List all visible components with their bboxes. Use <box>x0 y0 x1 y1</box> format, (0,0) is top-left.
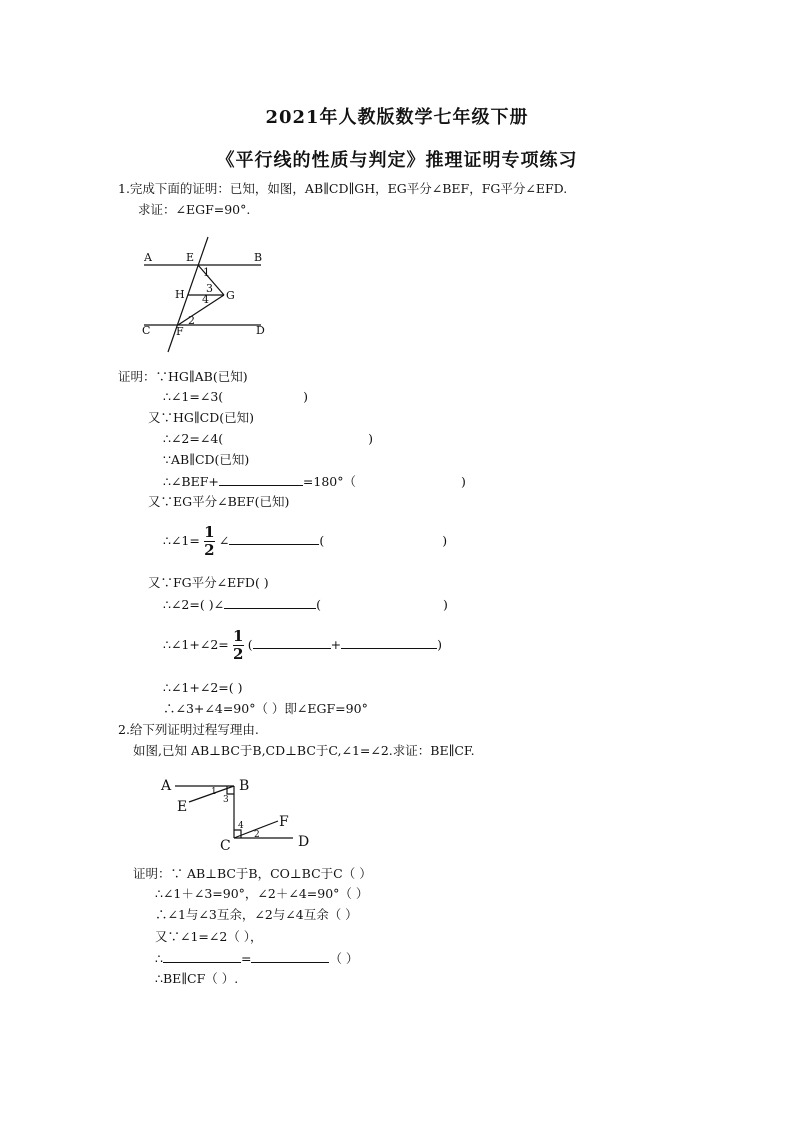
q1-proof-line-9: 又∵FG平分∠EFD( ) <box>148 575 269 590</box>
blank-field[interactable] <box>229 532 319 545</box>
blank-field[interactable] <box>341 636 437 649</box>
blank-field[interactable] <box>224 596 316 609</box>
label-e: E <box>186 251 195 264</box>
q2-prompt: 2.给下列证明过程写理由. <box>118 722 259 737</box>
blank-field[interactable] <box>251 950 329 963</box>
blank-field[interactable] <box>163 950 241 963</box>
q1-proof-line-3: 又∵HG∥CD(已知) <box>148 410 254 425</box>
q1-prompt: 1.完成下面的证明：已知，如图，AB∥CD∥GH，EG平分∠BEF，FG平分∠EFD. <box>118 181 568 196</box>
q1-proof-line-1: 证明：∵HG∥AB(已知) <box>118 369 248 384</box>
label-4: 4 <box>202 293 209 306</box>
q1-proof-line-13: ∴∠3+∠4=90°（ ）即∠EGF=90° <box>163 701 368 716</box>
label-2: 2 <box>188 314 195 327</box>
q1-proof-line-6: ∴∠BEF+ =180°（ ) <box>163 474 466 489</box>
q2-figure <box>155 774 325 854</box>
q1-goal: 求证：∠EGF=90°. <box>138 202 251 217</box>
label-2: 2 <box>254 830 260 840</box>
q2-proof-line-1: 证明：∵ AB⊥BC于B，CO⊥BC于C（ ） <box>133 866 372 881</box>
label-c: C <box>220 838 231 854</box>
label-a: A <box>161 778 172 794</box>
label-g: G <box>226 289 235 302</box>
q1-figure <box>136 232 276 357</box>
label-e: E <box>177 799 188 815</box>
label-h: H <box>175 288 185 301</box>
label-b: B <box>254 251 263 264</box>
blank-field[interactable] <box>219 473 303 486</box>
q1-proof-line-7: 又∵EG平分∠BEF(已知) <box>148 494 290 509</box>
q2-given: 如图,已知 AB⊥BC于B,CD⊥BC于C,∠1=∠2.求证：BE∥CF. <box>133 743 475 758</box>
label-d: D <box>256 324 265 337</box>
q2-proof-line-6: ∴BE∥CF（ ）. <box>155 971 239 986</box>
label-b: B <box>239 778 250 794</box>
q2-proof-line-3: ∴∠1与∠3互余，∠2与∠4互余（ ） <box>155 907 358 922</box>
q1-proof-line-8: ∴∠1= $\frac{1}{2}$ ∠ ( ) <box>163 523 448 559</box>
label-d: D <box>298 834 310 850</box>
label-4: 4 <box>238 821 244 831</box>
label-f: F <box>279 814 289 830</box>
segment-fg <box>178 295 224 325</box>
label-f: F <box>176 325 184 338</box>
q1-proof-line-5: ∵AB∥CD(已知) <box>163 452 250 467</box>
label-1: 1 <box>211 787 217 797</box>
q1-proof-line-11: ∴∠1+∠2= $\frac{1}{2}$ ( + ) <box>163 627 443 663</box>
q1-proof-line-12: ∴∠1+∠2=( ) <box>163 680 243 695</box>
fraction-half: $\frac{1}{2}$ <box>233 627 244 663</box>
label-c: C <box>142 324 151 337</box>
label-1: 1 <box>203 266 210 279</box>
q2-proof-line-4: 又∵∠1=∠2（ ）， <box>155 929 263 944</box>
blank-field[interactable] <box>253 636 331 649</box>
label-3: 3 <box>206 282 213 295</box>
page-subtitle: 《平行线的性质与判定》推理证明专项练习 <box>216 150 578 171</box>
page-title: 2021年人教版数学七年级下册 <box>265 107 529 128</box>
fraction-half: $\frac{1}{2}$ <box>204 523 215 559</box>
q2-proof-line-2: ∴∠1＋∠3=90°，∠2＋∠4=90°（ ） <box>155 886 369 901</box>
label-3: 3 <box>223 795 229 805</box>
q1-proof-line-10: ∴∠2=( )∠ ( ) <box>163 597 448 612</box>
q1-proof-line-2: ∴∠1=∠3( ) <box>163 389 309 404</box>
label-a: A <box>144 251 152 264</box>
q1-proof-line-4: ∴∠2=∠4( ) <box>163 431 374 446</box>
q2-proof-line-5: ∴ = （ ） <box>155 951 359 966</box>
